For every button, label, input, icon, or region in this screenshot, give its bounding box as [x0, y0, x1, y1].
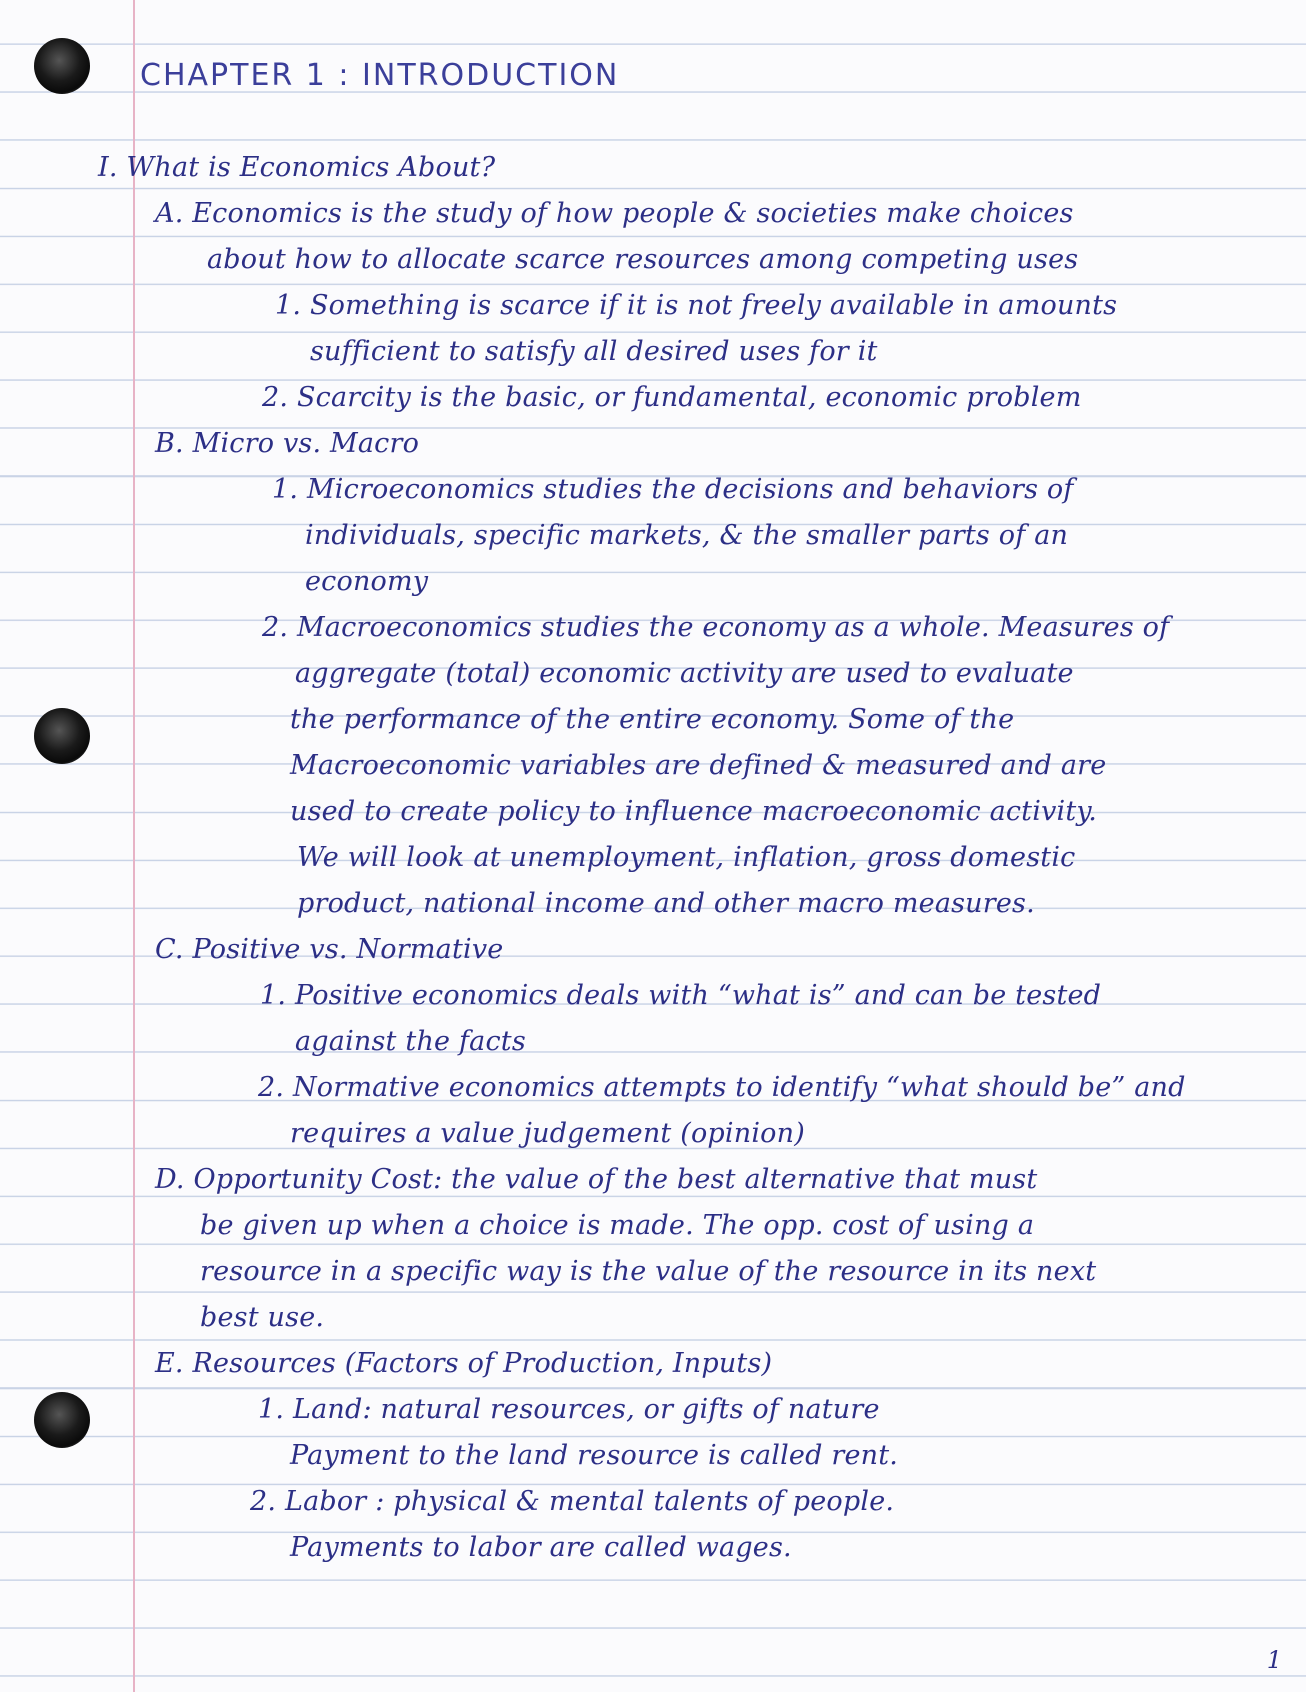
note-line-b-2-cont3: Macroeconomic variables are defined & measured and are: [290, 750, 1107, 781]
note-line-c-1-cont: against the facts: [295, 1026, 526, 1057]
note-line-d-cont: be given up when a choice is made. The opp. cost of using a: [200, 1210, 1035, 1241]
note-line-c-1: 1. Positive economics deals with “what is” and can be tested: [260, 980, 1102, 1011]
binder-hole-top: [34, 38, 90, 94]
chapter-title: CHAPTER 1 : INTRODUCTION: [140, 58, 620, 93]
note-line-b-1-cont: individuals, specific markets, & the smaller parts of an: [305, 520, 1069, 551]
note-line-a-1: 1. Something is scarce if it is not freely available in amounts: [275, 290, 1118, 321]
note-line-heading-i: I. What is Economics About?: [98, 152, 496, 183]
note-line-d-cont2: resource in a specific way is the value of the resource in its next: [200, 1256, 1097, 1287]
note-line-d-cont3: best use.: [200, 1302, 325, 1333]
note-line-b-1: 1. Microeconomics studies the decisions and behaviors of: [272, 474, 1074, 505]
binder-hole-bottom: [34, 1392, 90, 1448]
margin-line: [133, 0, 135, 1692]
note-line-a-cont: about how to allocate scarce resources among competing uses: [207, 244, 1079, 275]
binder-hole-middle: [34, 708, 90, 764]
note-line-b-2-cont5: We will look at unemployment, inflation, gross domestic: [297, 842, 1076, 873]
note-line-d: D. Opportunity Cost: the value of the best alternative that must: [155, 1164, 1038, 1195]
page-number: 1: [1266, 1646, 1282, 1674]
note-line-b-1-cont2: economy: [305, 566, 429, 597]
note-line-a-1-cont: sufficient to satisfy all desired uses for it: [310, 336, 878, 367]
note-line-e-1-cont: Payment to the land resource is called rent.: [290, 1440, 899, 1471]
note-line-c-2: 2. Normative economics attempts to identify “what should be” and: [258, 1072, 1186, 1103]
note-line-c-2-cont: requires a value judgement (opinion): [290, 1118, 805, 1149]
note-line-b-2-cont4: used to create policy to influence macroeconomic activity.: [290, 796, 1098, 827]
note-line-b-2-cont6: product, national income and other macro measures.: [297, 888, 1035, 919]
note-line-e: E. Resources (Factors of Production, Inputs): [155, 1348, 773, 1379]
note-line-b-2: 2. Macroeconomics studies the economy as a whole. Measures of: [262, 612, 1170, 643]
note-line-b-2-cont: aggregate (total) economic activity are used to evaluate: [295, 658, 1074, 689]
note-line-c: C. Positive vs. Normative: [155, 934, 504, 965]
note-line-a: A. Economics is the study of how people & societies make choices: [155, 198, 1074, 229]
note-line-b-2-cont2: the performance of the entire economy. Some of the: [290, 704, 1015, 735]
note-line-e-2-cont: Payments to labor are called wages.: [290, 1532, 792, 1563]
note-line-b: B. Micro vs. Macro: [155, 428, 420, 459]
note-line-e-2: 2. Labor : physical & mental talents of people.: [250, 1486, 895, 1517]
note-line-a-2: 2. Scarcity is the basic, or fundamental, economic problem: [262, 382, 1082, 413]
note-line-e-1: 1. Land: natural resources, or gifts of nature: [258, 1394, 880, 1425]
